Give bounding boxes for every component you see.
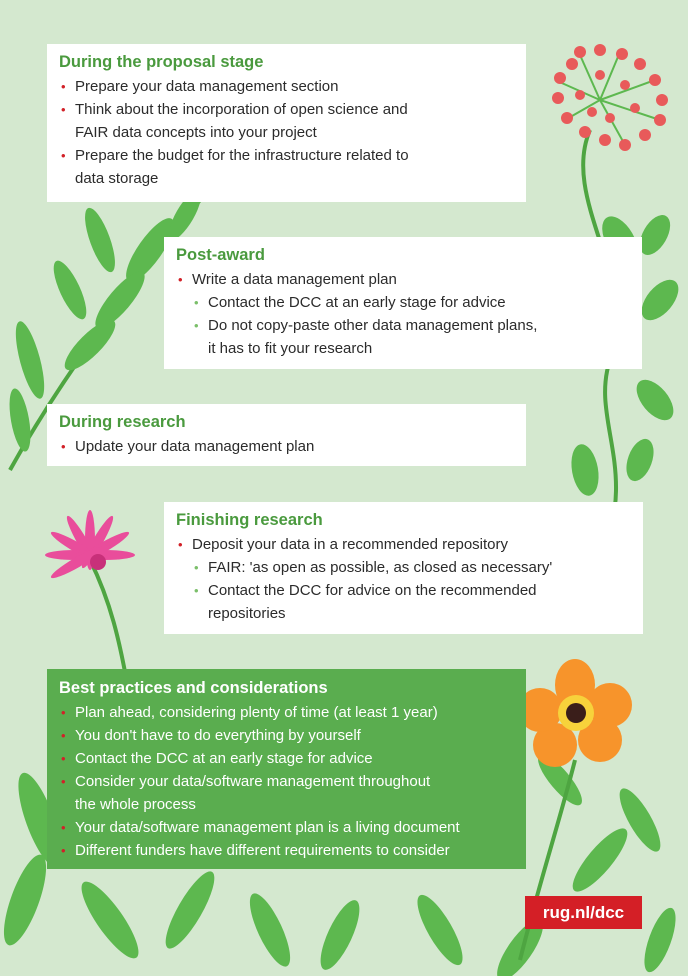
proposal-stage-card <box>47 44 526 202</box>
red-dot-flower <box>552 44 668 151</box>
sub-list-item-continuation: it has to fit your research <box>208 340 373 357</box>
list-item: • Think about the incorporation of open science and <box>59 98 514 121</box>
sub-list-item-continuation: repositories <box>208 605 286 622</box>
sub-list-item: • Contact the DCC for advice on the recommended <box>176 579 631 602</box>
during-research-list <box>59 435 514 458</box>
list-item: • Update your data management plan <box>59 435 514 458</box>
list-item: • Prepare the budget for the infrastructure related to <box>59 144 514 167</box>
finishing-research-title: Finishing research <box>176 511 323 529</box>
sub-list-item: • Do not copy-paste other data management plans, <box>176 314 630 337</box>
list-item-continuation: FAIR data concepts into your project <box>75 124 317 141</box>
sub-list-item: • Contact the DCC at an early stage for advice <box>176 291 630 314</box>
list-item: • You don't have to do everything by yourself <box>59 724 514 747</box>
dcc-link-badge[interactable]: rug.nl/dcc <box>525 896 642 929</box>
post-award-list <box>176 268 630 360</box>
finishing-research-list <box>176 533 631 625</box>
list-item: • Write a data management plan <box>176 268 630 291</box>
list-item: • Consider your data/software management throughout <box>59 770 514 793</box>
list-item: • Plan ahead, considering plenty of time (at least 1 year) <box>59 701 514 724</box>
list-item: • Your data/software management plan is a living document <box>59 816 514 839</box>
list-item: • Deposit your data in a recommended repository <box>176 533 631 556</box>
list-item: • Prepare your data management section <box>59 75 514 98</box>
post-award-card <box>164 237 642 369</box>
list-item: • Contact the DCC at an early stage for advice <box>59 747 514 770</box>
finishing-research-card <box>164 502 643 634</box>
proposal-stage-list <box>59 75 514 190</box>
best-practices-card <box>47 669 526 869</box>
best-practices-title: Best practices and considerations <box>59 679 328 697</box>
during-research-card <box>47 404 526 466</box>
proposal-stage-title: During the proposal stage <box>59 53 264 71</box>
list-item-continuation: data storage <box>75 170 159 187</box>
list-item-continuation: the whole process <box>75 796 196 813</box>
during-research-title: During research <box>59 413 186 431</box>
post-award-title: Post-award <box>176 246 265 264</box>
sub-list-item: • FAIR: 'as open as possible, as closed as necessary' <box>176 556 631 579</box>
list-item: • Different funders have different requirements to consider <box>59 839 514 862</box>
best-practices-list <box>59 701 514 862</box>
